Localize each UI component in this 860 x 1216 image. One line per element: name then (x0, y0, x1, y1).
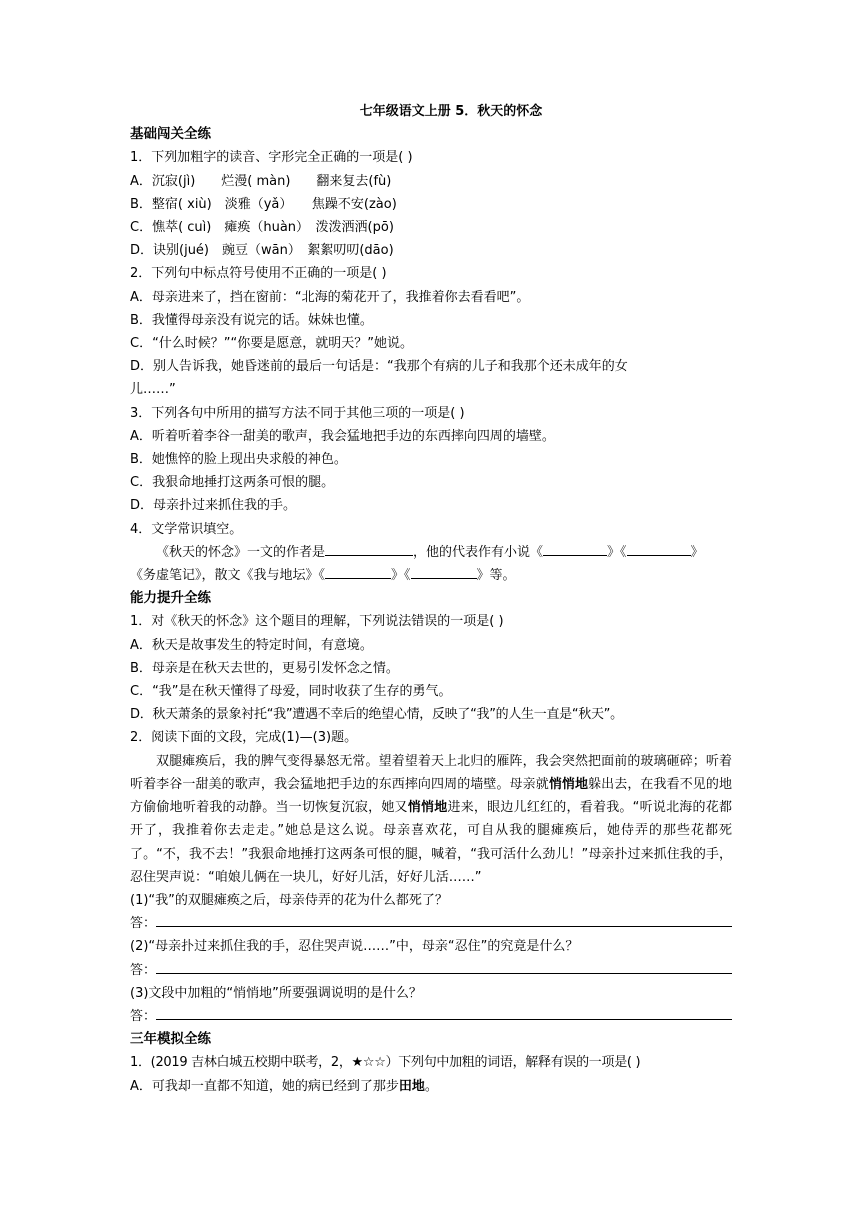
section-heading-basic: 基础闯关全练 (130, 126, 211, 143)
blank-essay-2[interactable] (411, 564, 477, 579)
basic-q3-option-a: A．听着听着李谷一甜美的歌声，我会猛地把手边的东西摔向四周的墙壁。 (130, 428, 555, 444)
three-year-q1-option-a (130, 1075, 732, 1098)
basic-q1-option-d: D．诀别(jué) 豌豆（wān） 絮絮叨叨(dāo) (130, 243, 394, 259)
blank-novel-2[interactable] (627, 541, 691, 556)
section-heading-ability: 能力提升全练 (130, 590, 211, 607)
q4-text-sep2: 》《 (391, 568, 411, 584)
section-heading-three-year: 三年模拟全练 (130, 1031, 211, 1048)
passage-bold-quietly-2: 悄悄地 (407, 800, 448, 816)
answer-row-1 (130, 912, 732, 935)
blank-novel-1[interactable] (543, 541, 607, 556)
q4-text-author: 《秋天的怀念》一文的作者是 (156, 544, 326, 560)
reading-passage (130, 750, 732, 889)
passage-part-2: 躲出去，在我看不见的地方偷偷地听着我的动静。当一切恢复沉寂，她又 (130, 776, 732, 816)
ability-q1-option-a: A．秋天是故事发生的特定时间，有意境。 (130, 637, 373, 653)
q4-text-close: 》 (690, 544, 704, 560)
basic-q2-option-c: C．“什么时候？”“你要是愿意，就明天？”她说。 (130, 336, 414, 352)
ability-q1-option-d: D．秋天萧条的景象衬托“我”遭遇不幸后的绝望心情，反映了“我”的人生一直是“秋天”。 (130, 707, 623, 723)
basic-q2-option-d-cont: 儿……” (130, 382, 176, 398)
basic-q2-option-b: B．我懂得母亲没有说完的话。妹妹也懂。 (130, 312, 373, 328)
basic-q1-option-c: C．憔萃( cuì) 瘫痪（huàn） 泼泼洒洒(pō) (130, 220, 394, 236)
passage-part-1: 双腿瘫痪后，我的脾气变得暴怒无常。望着望着天上北归的雁阵，我会突然把面前的玻璃砸碎；听着听着李谷一甜美的歌声，我会猛地把手边的东西摔向四周的墙壁。母亲就 (130, 753, 732, 792)
basic-q4-stem: 4．文学常识填空。 (130, 521, 243, 537)
answer-row-3 (130, 1005, 732, 1028)
basic-q2-option-d: D．别人告诉我，她昏迷前的最后一句话是：“我那个有病的儿子和我那个还未成年的女 (130, 359, 628, 375)
basic-q1-stem: 1．下列加粗字的读音、字形完全正确的一项是( ) (130, 150, 413, 166)
passage-part-3: 进来，眼边儿红红的，看着我。“听说北海的花都开了，我推着你去走走。”她总是这么说。母亲喜欢花，可自从我的腿瘫痪后，她侍弄的那些花都死了。“不，我不去！”我狠命地捶打这两条可恨的腿，喊着，“我可活什么劲儿！”母亲扑过来抓住我的手，忍住哭声说：“咱娘儿俩在一块儿，好好儿活，好好儿活……” (130, 800, 732, 885)
basic-q3-stem: 3．下列各句中所用的描写方法不同于其他三项的一项是( ) (130, 405, 465, 421)
option-a-bold-word: 田地 (398, 1078, 425, 1094)
q4-text-end: 》等。 (476, 568, 516, 584)
ability-q2-stem: 2．阅读下面的文段，完成(1)—(3)题。 (130, 730, 358, 746)
worksheet-page (130, 100, 732, 1098)
ability-sub-question-3: (3)文段中加粗的“悄悄地”所要强调说明的是什么？ (130, 985, 422, 1001)
ability-sub-question-2: (2)“母亲扑过来抓住我的手，忍住哭声说……”中，母亲“忍住”的究竟是什么？ (130, 939, 579, 955)
answer-label: 答： (130, 962, 157, 978)
ability-q1-option-b: B．母亲是在秋天去世的，更易引发怀念之情。 (130, 660, 399, 676)
basic-q3-option-b: B．她憔悴的脸上现出央求般的神色。 (130, 452, 347, 468)
ability-sub-question-1: (1)“我”的双腿瘫痪之后，母亲侍弄的花为什么都死了？ (130, 892, 448, 908)
answer-blank-1[interactable] (156, 912, 732, 927)
answer-label: 答： (130, 916, 157, 932)
option-a-text: A．可我却一直都不知道，她的病已经到了那步 (130, 1078, 399, 1094)
basic-q2-option-a: A．母亲进来了，挡在窗前：“北海的菊花开了，我推着你去看看吧”。 (130, 289, 530, 305)
option-a-end: 。 (424, 1078, 438, 1094)
basic-q1-option-b: B．整宿( xiù) 淡雅（yǎ） 焦躁不安(zào) (130, 196, 397, 212)
passage-bold-quietly-1: 悄悄地 (548, 776, 589, 792)
basic-q4-fill-line-2 (130, 564, 732, 587)
basic-q3-option-c: C．我狠命地捶打这两条可恨的腿。 (130, 475, 335, 491)
basic-q3-option-d: D．母亲扑过来抓住我的手。 (130, 498, 297, 514)
basic-q4-fill-line-1 (130, 541, 732, 564)
blank-author[interactable] (325, 541, 413, 556)
blank-essay-1[interactable] (325, 564, 391, 579)
q4-text-novels: ，他的代表作有小说《 (413, 544, 544, 560)
ability-q1-option-c: C．“我”是在秋天懂得了母爱，同时收获了生存的勇气。 (130, 684, 452, 700)
basic-q2-stem: 2．下列句中标点符号使用不正确的一项是( ) (130, 266, 387, 282)
basic-q1-option-a: A．沉寂(jì) 烂漫( màn) 翻来复去(fù) (130, 173, 392, 189)
q4-text-essays: 《务虚笔记》，散文《我与地坛》《 (130, 568, 326, 584)
three-year-q1-stem: 1．(2019 吉林白城五校期中联考，2，★☆☆）下列句中加粗的词语，解释有误的一项是( ) (130, 1055, 641, 1071)
answer-row-2 (130, 959, 732, 982)
ability-q1-stem: 1．对《秋天的怀念》这个题目的理解，下列说法错误的一项是( ) (130, 614, 504, 630)
answer-blank-2[interactable] (156, 959, 732, 974)
answer-blank-3[interactable] (156, 1005, 732, 1020)
q4-text-sep: 》《 (607, 544, 627, 560)
page-title: 七年级语文上册 5．秋天的怀念 (359, 104, 543, 119)
answer-label: 答： (130, 1008, 157, 1024)
